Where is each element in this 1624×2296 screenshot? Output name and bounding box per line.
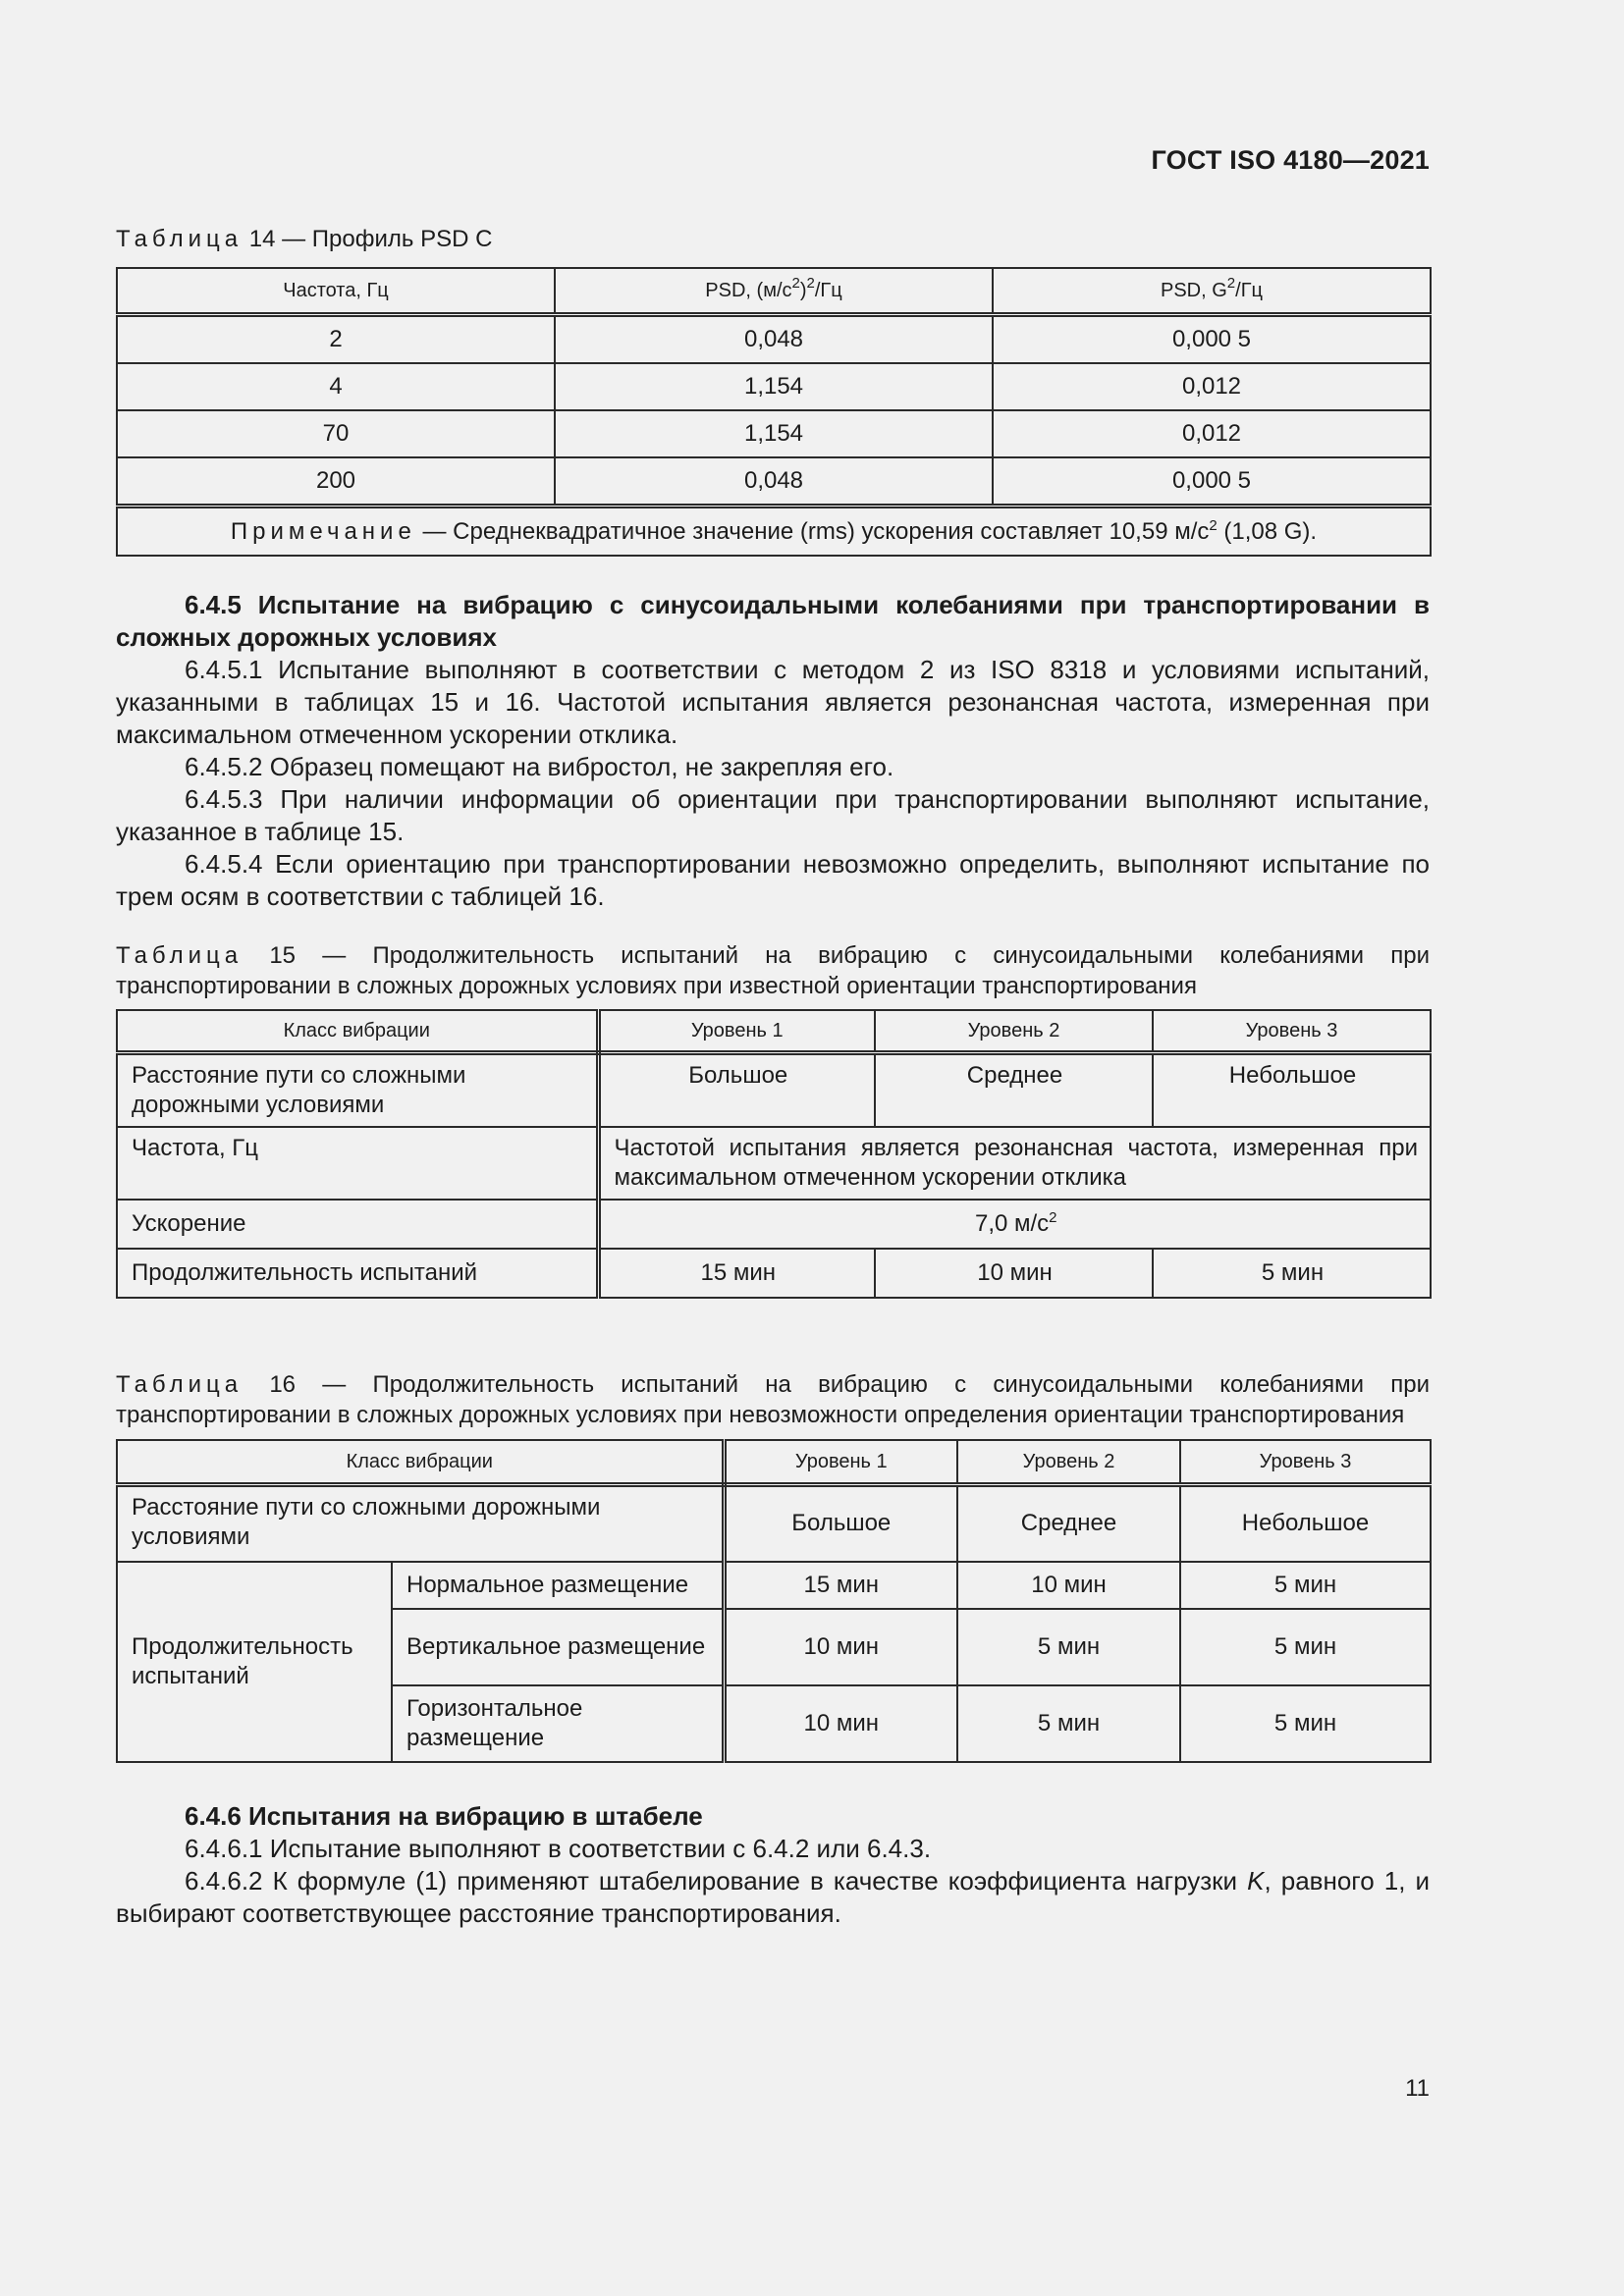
paragraph-6-4-5-4: 6.4.5.4 Если ориентацию при транспортировании невозможно определить, выполняют испытание по трем осям в соответствии с таблицей 16. [116,849,1430,911]
table-cell: 0,000 5 [993,457,1431,507]
table-cell: 10 мин [957,1562,1180,1609]
table-row [117,1053,1431,1128]
table14-note: Примечание — Среднеквадратичное значение (rms) ускорения составляет 10,59 $м/с^2$ (1,08 G). [117,507,1431,557]
table-row [117,1127,1431,1200]
table-cell: 10 мин [724,1609,957,1685]
table14-caption [116,224,1430,254]
table-row [117,1562,1431,1609]
table14-col-psd-ms2: PSD, $(м/с^2)^2/Гц$ [555,268,993,315]
table-cell: Небольшое [1153,1053,1431,1128]
table-cell: 0,048 [555,315,993,364]
table14-header-row [117,268,1431,315]
document-id: ГОСТ ISO 4180—2021 [1151,145,1430,175]
coefficient-k: K [1247,1866,1265,1896]
table-cell: 0,012 [993,363,1431,410]
table16-header-row [117,1440,1431,1485]
table15-caption-label: Таблица [116,942,244,969]
table-15 [116,1009,1432,1299]
table-cell: Большое [724,1485,957,1562]
table16-sub-label: Нормальное размещение [392,1562,724,1609]
table-row [117,410,1431,457]
table-cell: Большое [598,1053,875,1128]
table15-row-label: Продолжительность испытаний [117,1249,598,1298]
section-6-4-5-heading: 6.4.5 Испытание на вибрацию с синусоидальными колебаниями при транспортировании в сложных дорожных условиях [116,590,1430,652]
table-cell: 15 мин [598,1249,875,1298]
table15-col-level2: Уровень 2 [875,1010,1153,1053]
table-row [117,315,1431,364]
table-cell: 200 [117,457,555,507]
table14-note-row [117,507,1431,557]
table14-caption-label: Таблица [116,226,244,252]
paragraph-6-4-5-1: 6.4.5.1 Испытание выполняют в соответствии с методом 2 из ISO 8318 и условиями испытаний, указанными в таблицах 15 и 16. Частотой испытания является резонансная частота, измеренная при максимальном отмеченном ускорении отклика. [116,655,1430,749]
table16-caption-text: 16 — Продолжительность испытаний на вибрацию с синусоидальными колебаниями при транспортировании в сложных дорожных условиях при невозможности определения ориентации транспортирования [116,1371,1430,1428]
table14-col-psd-g: PSD, $G^2/Гц$ [993,268,1431,315]
table16-caption [116,1369,1430,1430]
table-row [117,457,1431,507]
table15-header-row [117,1010,1431,1053]
table16-sub-label: Горизонтальное размещение [392,1685,724,1762]
table-cell: 10 мин [724,1685,957,1762]
page-number: 11 [1405,2075,1430,2102]
table16-col-level2: Уровень 2 [957,1440,1180,1485]
table16-duration-label: Продолжительность испытаний [117,1562,392,1762]
table15-row-label: Ускорение [117,1200,598,1249]
table-16 [116,1439,1432,1763]
paragraph-6-4-5-2: 6.4.5.2 Образец помещают на вибростол, не закрепляя его. [185,752,894,781]
section-6-4-6-heading: 6.4.6 Испытания на вибрацию в штабеле [185,1801,703,1831]
table-cell: 15 мин [724,1562,957,1609]
table16-sub-label: Вертикальное размещение [392,1609,724,1685]
table-cell: Частотой испытания является резонансная частота, измеренная при максимальном отмеченном ускорении отклика [598,1127,1431,1200]
paragraph-6-4-6-2: 6.4.6.2 К формуле (1) применяют штабелирование в качестве коэффициента нагрузки K, равного 1, и выбирают соответствующее расстояние транспортирования. [116,1866,1430,1928]
table-cell: 0,048 [555,457,993,507]
table-cell: 5 мин [1180,1685,1431,1762]
table-cell: Среднее [957,1485,1180,1562]
table14-col-frequency: Частота, Гц [117,268,555,315]
table16-caption-label: Таблица [116,1371,244,1398]
table-cell: 5 мин [1180,1609,1431,1685]
table14-caption-text: 14 — Профиль PSD C [243,226,493,252]
table-cell: 0,012 [993,410,1431,457]
table-row [117,1485,1431,1562]
note-label: Примечание [230,517,416,545]
table16-col-level3: Уровень 3 [1180,1440,1431,1485]
table15-caption-text: 15 — Продолжительность испытаний на вибрацию с синусоидальными колебаниями при транспортировании в сложных дорожных условиях при известной ориентации транспортирования [116,942,1430,999]
table15-col-class: Класс вибрации [117,1010,598,1053]
table15-caption [116,940,1430,1001]
section-6-4-6 [116,1800,1430,1930]
table-cell: 2 [117,315,555,364]
paragraph-6-4-6-1: 6.4.6.1 Испытание выполняют в соответствии с 6.4.2 или 6.4.3. [185,1834,932,1863]
table-cell: 5 мин [957,1609,1180,1685]
section-6-4-5 [116,589,1430,913]
table16-col-level1: Уровень 1 [724,1440,957,1485]
table-cell: 70 [117,410,555,457]
table-cell: 0,000 5 [993,315,1431,364]
table-row [117,1200,1431,1249]
table-14 [116,267,1432,557]
table-cell: 10 мин [875,1249,1153,1298]
table-cell: 5 мин [957,1685,1180,1762]
paragraph-6-4-5-3: 6.4.5.3 При наличии информации об ориентации при транспортировании выполняют испытание, указанное в таблице 15. [116,784,1430,846]
table-cell: 7,0 $м/с^2$ [598,1200,1431,1249]
table15-row-label: Расстояние пути со сложными дорожными условиями [117,1053,598,1128]
table15-row-label: Частота, Гц [117,1127,598,1200]
table15-col-level3: Уровень 3 [1153,1010,1431,1053]
table-row [117,1249,1431,1298]
table-cell: 1,154 [555,363,993,410]
table16-row-label: Расстояние пути со сложными дорожными условиями [117,1485,724,1562]
table-row [117,363,1431,410]
table-cell: 5 мин [1153,1249,1431,1298]
table16-col-class: Класс вибрации [117,1440,724,1485]
table-cell: Среднее [875,1053,1153,1128]
table-cell: 1,154 [555,410,993,457]
table15-col-level1: Уровень 1 [598,1010,875,1053]
table-cell: 5 мин [1180,1562,1431,1609]
table-cell: 4 [117,363,555,410]
table-cell: Небольшое [1180,1485,1431,1562]
